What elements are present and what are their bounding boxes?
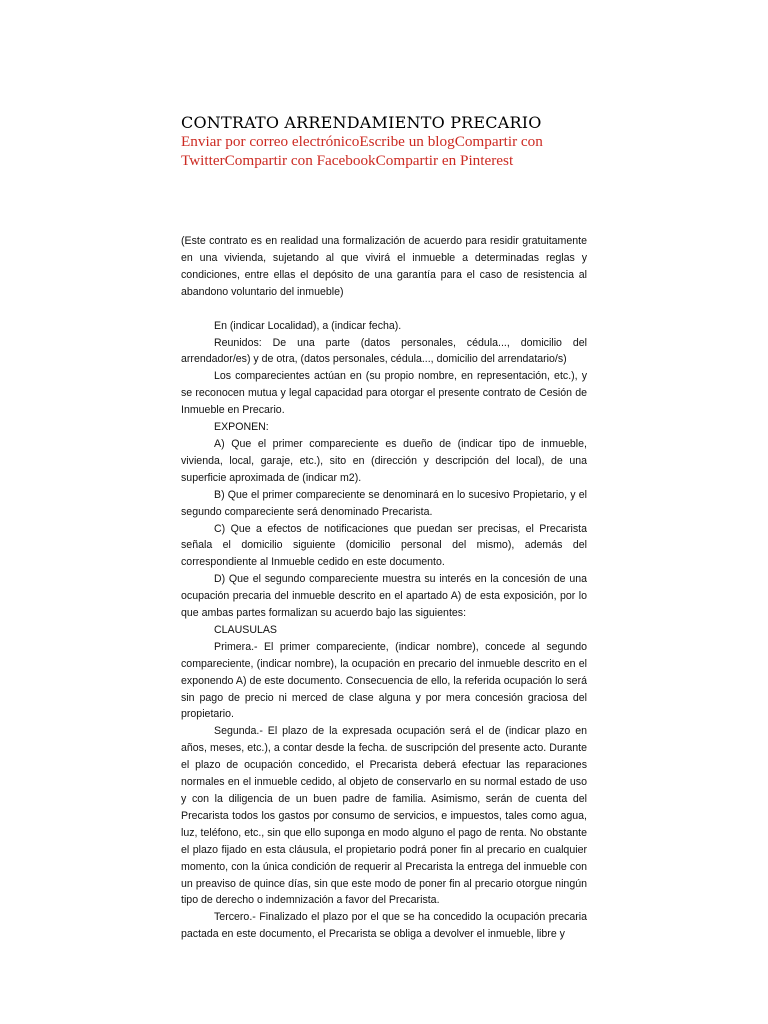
contract-body <box>181 233 587 943</box>
exponen-c-paragraph: C) Que a efectos de notificaciones que puedan ser precisas, el Precarista señala el domicilio siguiente (domicilio personal del mismo), además del correspondiente al Inmueble cedido en este documento. <box>181 522 587 569</box>
exponen-b-paragraph: B) Que el primer compareciente se denominará en lo sucesivo Propietario, y el segundo compareciente será denominado Precarista. <box>181 488 587 518</box>
clausula-segunda-paragraph: Segunda.- El plazo de la expresada ocupación será el de (indicar plazo en años, meses, etc.), a contar desde la fecha. de suscripción del presente acto. Durante el plazo de ocupación concedido, el Precarista deberá efectuar las reparaciones normales en el inmueble cedido, al objeto de conservarlo en su normal estado de uso y con la diligencia de un buen padre de familia. Asimismo, serán de cuenta del Precarista todos los gastos por consumo de servicios, e impuestos, tales como agua, luz, teléfono, etc., sin que ello suponga en modo alguno el pago de renta. No obstante el plazo fijado en esta cláusula, el propietario podrá poner fin al precario en cualquier momento, con la única condición de requerir al Precarista la entrega del inmueble con un preaviso de quince días, sin que este modo de poner fin al precario otorgue ningún tipo de derecho o indemnización a favor del Precarista. <box>181 725 587 907</box>
clausula-tercero-paragraph: Tercero.- Finalizado el plazo por el que se ha concedido la ocupación precaria pactada en este documento, el Precarista se obliga a devolver el inmueble, libre y <box>181 911 587 941</box>
share-links <box>181 132 561 170</box>
intro-paragraph: (Este contrato es en realidad una formalización de acuerdo para residir gratuitamente en una vivienda, sujetando al que vivirá el inmueble a determinadas reglas y condiciones, entre ellas el depósito de una garantía para el caso de resistencia al abandono voluntario del inmueble) <box>181 235 587 298</box>
exponen-d-paragraph: D) Que el segundo compareciente muestra su interés en la concesión de una ocupación precaria del inmueble descrito en el apartado A) de esta exposición, por lo que ambas partes formalizan su acuerdo bajo las siguientes: <box>181 573 587 620</box>
exponen-a-paragraph: A) Que el primer compareciente es dueño de (indicar tipo de inmueble, vivienda, local, garaje, etc.), sito en (dirección y descripción del local), de una superficie aproximada de (indicar m2). <box>181 437 587 484</box>
share-twitter-link[interactable]: Compartir con Twitter <box>181 133 543 169</box>
exponen-heading: EXPONEN: <box>214 421 269 434</box>
share-email-link[interactable]: Enviar por correo electrónico <box>181 133 360 150</box>
share-pinterest-link[interactable]: Compartir en Pinterest <box>375 152 514 169</box>
place-date-paragraph: En (indicar Localidad), a (indicar fecha). <box>214 319 402 332</box>
share-blog-link[interactable]: Escribe un blog <box>359 133 455 150</box>
clausulas-heading: CLAUSULAS <box>214 623 277 636</box>
capacity-paragraph: Los comparecientes actúan en (su propio nombre, en representación, etc.), y se reconocen mutua y legal capacidad para otorgar el presente contrato de Cesión de Inmueble en Precario. <box>181 370 587 417</box>
clausula-primera-paragraph: Primera.- El primer compareciente, (indicar nombre), concede al segundo compareciente, (indicar nombre), la ocupación en precario del inmueble descrito en el exponendo A) de este documento. Consecuencia de ello, la referida ocupación lo será sin pago de precio ni merced de clase alguna y por mera concesión graciosa del propietario. <box>181 640 587 721</box>
share-facebook-link[interactable]: Compartir con Facebook <box>224 152 376 169</box>
document-title: CONTRATO ARRENDAMIENTO PRECARIO <box>181 113 542 132</box>
parties-paragraph: Reunidos: De una parte (datos personales, cédula..., domicilio del arrendador/es) y de otra, (datos personales, cédula..., domicilio del arrendatario/s) <box>181 336 587 366</box>
